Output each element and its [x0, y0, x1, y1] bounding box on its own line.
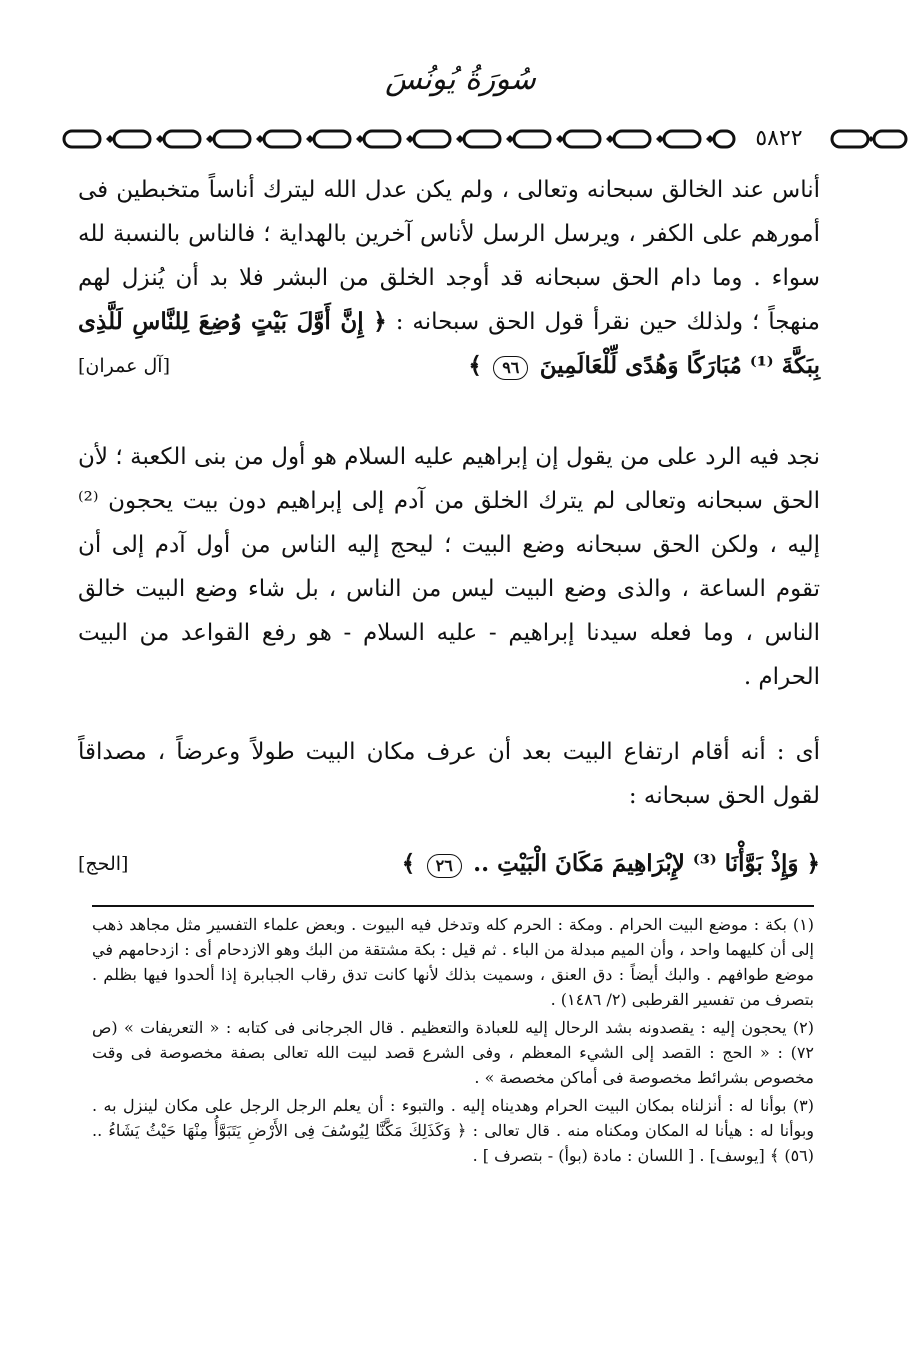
paragraph-1-text: أناس عند الخالق سبحانه وتعالى ، ولم يكن عدل الله ليترك أناساً متخبطين فى أمورهم على الكفر ، ويرسل الرسل لأناس آخرين بالهداية ؛ فالناس بالنسبة لله سواء . وما دام الحق سبحانه قد أوجد الخلق من البشر فلا بد أن يُنزل لهم منهجاً ؛ ولذلك حين نقرأ قول الحق سبحانه : — [78, 177, 820, 335]
footnote-2: (٢) يحجون إليه : يقصدونه بشد الرحال إليه للعبادة والتعظيم . قال الجرجانى فى كتابه : « التعريفات » (ص ٧٢) : « الحج : القصد إلى الشيء المعظم ، وفى الشرع قصد لبيت الله تعالى بصفة مخصوصة فى وقت مخصوص بشرائط مخصوصة فى أماكن مخصصة » . — [92, 1018, 815, 1087]
surah-reference-1: [آل عمران] — [78, 355, 170, 377]
verse-number-1: ٩٦ — [493, 356, 528, 380]
surah-title: سُورَةُ يُونُسَ — [385, 62, 536, 97]
paragraph-3 — [78, 730, 820, 818]
surah-reference-2: [الحج] — [78, 853, 129, 875]
footnotes — [92, 912, 814, 1171]
paragraph-4 — [78, 842, 820, 886]
footnote-divider — [92, 905, 814, 907]
quran-verse-2: ﴿ وَإِذْ بَوَّأْنَا ⁽³⁾ لإِبْرَاهِيمَ مَكَانَ الْبَيْتِ .. — [473, 850, 820, 877]
verse-number-2: ٢٦ — [427, 854, 462, 878]
paragraph-2 — [78, 435, 820, 699]
page-number: ٥٨٢٢ — [738, 126, 820, 152]
footnote-1: (١) بكة : موضع البيت الحرام . ومكة : الحرم كله وتدخل فيه البيوت . وبعض علماء التفسير مثل مجاهد ذهب إلى أن كليهما واحد ، وأن الميم مبدلة من الباء . ثم قيل : بكة مشتقة من البك وهو الازدحام أى : ازدحامهم في موضع طوافهم . والبك أيضاً : دق العنق ، وسميت بذلك لأنها كانت تدق رقاب الجبابرة إذا ألحدوا فيها بظلم . بتصرف من تفسير القرطبى (٢/ ١٤٨٦) . — [92, 915, 815, 1009]
paragraph-2-text: نجد فيه الرد على من يقول إن إبراهيم عليه السلام هو أول من بنى الكعبة ؛ لأن الحق سبحانه وتعالى لم يترك الخلق من آدم إلى إبراهيم دون بيت يحجون ⁽²⁾ إليه ، ولكن الحق سبحانه وضع البيت ؛ ليحج إليه الناس من أول آدم إلى أن تقوم الساعة ، والذى وضع البيت ليس من الناس ، بل شاء وضع البيت خالق الناس ، وما فعله سيدنا إبراهيم - عليه السلام - هو رفع القواعد من البيت الحرام . — [78, 444, 820, 690]
quran-verse-1-close: ﴾ — [468, 352, 482, 379]
footnote-3: (٣) بوأنا له : أنزلناه بمكان البيت الحرام وهديناه إليه . والتبوء : أن يعلم الرجل الرجل على مكان لينزل به . وبوأنا له : هيأنا له المكان ومكناه منه . قال تعالى : ﴿ وَكَذَلِكَ مَكَّنَّا لِيُوسُفَ فِى الأَرْضِ يَتَبَوَّأُ مِنْهَا حَيْثُ يَشَاءُ .. (٥٦) ﴾ [يوسف] . [ اللسان : مادة (بوأ) - بتصرف ] . — [92, 1096, 815, 1165]
quran-verse-2-close: ﴾ — [401, 850, 416, 877]
quran-verse-1: ﴿ إِنَّ أَوَّلَ بَيْتٍ وُضِعَ لِلنَّاسِ لَلَّذِى بِبَكَّةَ ⁽¹⁾ مُبَارَكًا وَهُدًى لِّلْعَالَمِينَ — [78, 308, 820, 379]
paragraph-1 — [78, 168, 820, 388]
paragraph-3-text: أى : أنه أقام ارتفاع البيت بعد أن عرف مكان البيت طولاً وعرضاً ، مصداقاً لقول الحق سبحانه : — [78, 739, 820, 809]
